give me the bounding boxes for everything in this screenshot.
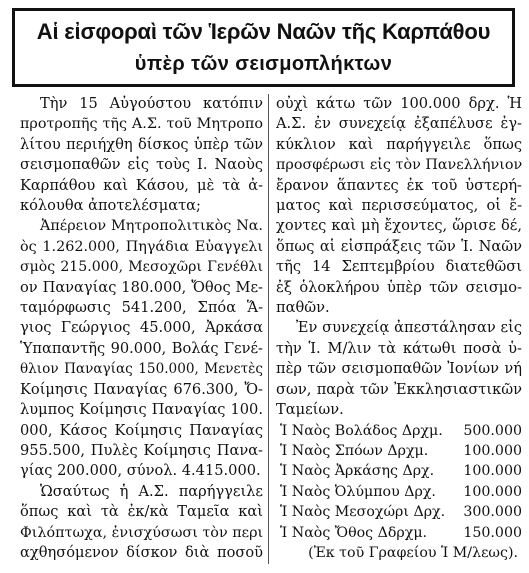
donation-row <box>276 461 522 481</box>
donation-row <box>276 523 522 543</box>
text-line: Ὑπαπαντῆς 90.000, Βολάς Γενέ- <box>20 339 263 357</box>
text-line: Ἀπέρειον Μητροπολιτικὸς Να. <box>40 218 263 235</box>
text-line: ἐξ ὁλοκλήρου ὑπὲρ τῶν σεισμο- <box>276 278 522 296</box>
text-line: Κοίμησις Παναγίας 676.300, Ὄ- <box>20 380 263 398</box>
source-footer: (Ἐκ τοῦ Γραφείου Ἱ Μ/λεως). <box>308 544 518 561</box>
donation-row <box>276 441 522 461</box>
donation-amount: 100.000 <box>463 483 522 500</box>
text-line: ὸς 1.262.000, Πηγάδια Εὐαγγελι <box>20 238 263 255</box>
text-line: χοντες καὶ μὴ ἔχοντες, ὥρισε δέ, <box>276 217 522 235</box>
text-line: προτροπῆς τῆς Α.Σ. τοῦ Μητροπο <box>20 116 263 133</box>
text-line: θλιον Παναγίας 150.000, Μενετὲς <box>20 361 263 378</box>
donation-name: Ἱ Ναὸς Ὀλύμπου Δρχ. <box>280 483 436 500</box>
text-line: σεισμοπαθῶν εἰς τοὺς Ι. Ναοὺς <box>20 156 263 174</box>
donation-name: Ἱ Ναὸς Βολάδος Δρχμ. <box>280 422 443 439</box>
headline-line-2: ὑπὲρ τῶν σεισμοπλήκτων <box>134 53 393 75</box>
text-line: αχθησόμενον δίσκον διὰ ποσοῦ <box>20 543 263 561</box>
text-line: λυμπος Κοίμησις Παναγίας 100. <box>20 401 263 419</box>
text-line: πὲρ τῶν σεισμοπαθῶν Ἰονίων νή <box>276 360 522 378</box>
headline-line-1: Αἱ εἰσφοραὶ τῶν Ἱερῶν Ναῶν τῆς Καρπάθου <box>36 19 491 44</box>
headline-box <box>12 8 515 87</box>
donation-name: Ἱ Ναὸς Ὄθος Δδρχμ. <box>280 524 428 541</box>
text-line: κύκλιον καὶ παρήγγειλε ὅπως <box>276 135 522 153</box>
text-line: 000, Κάσος Κοίμησις Παναγίας <box>20 421 263 439</box>
text-line: Ἐν συνεχείᾳ ἀπεστάλησαν εἰς <box>296 319 522 337</box>
text-line: Φιλόπτωχα, ἐνισχύσωσι τὸν περι <box>20 524 263 541</box>
text-line: ὅπως καὶ τὰ ἐκ/κὰ Ταμεῖα καὶ <box>20 503 263 521</box>
text-line: Ὡσαύτως ἡ Α.Σ. παρήγγειλε <box>40 482 263 500</box>
text-line: τὴν Ἱ. Μ/λιν τὰ κάτωθι ποσὰ ὑ- <box>276 339 522 357</box>
column-divider <box>268 94 269 564</box>
right-column <box>276 94 522 563</box>
donation-row <box>276 502 522 522</box>
text-line: παθῶν. <box>276 299 330 317</box>
text-line: ὅπως αἱ εἰσπράξεις τῶν Ἱ. Ναῶν <box>276 237 522 255</box>
text-line: προσφέρωσι εἰς τὸν Πανελλήνιον <box>276 157 522 174</box>
text-line: σμὸς 215.000, Μεσοχῶρι Γενέθλι <box>20 259 263 276</box>
donation-name: Ἱ Ναὸς Μεσοχώρι Δρχ. <box>280 504 446 521</box>
text-line: γίας 200.000, σύνολ. 4.415.000. <box>20 462 261 480</box>
text-line: Ταμείων. <box>276 401 344 419</box>
donation-amount: 100.000 <box>463 442 522 459</box>
left-column <box>20 94 263 563</box>
donation-name: Ἱ Ναὸς Ἀρκάσης Δρχ. <box>280 463 435 480</box>
donation-amount: 150.000 <box>463 524 522 541</box>
text-line: γιος Γεώργιος 45.000, Ἀρκάσα <box>20 319 263 337</box>
text-line: κόλουθα ἀποτελέσματα; <box>20 197 201 215</box>
text-line: Τὴν 15 Αὐγούστου κατόπιν <box>40 95 263 112</box>
text-line: Καρπάθου καὶ Κάσου, μὲ τὰ ἀ- <box>20 176 263 194</box>
text-line: ταμόρφωσις 541.200, Σπόα Ἅ- <box>20 299 263 317</box>
text-line: ον Παναγίας 180.000, Ὄθος Με- <box>20 278 263 296</box>
text-line: ἔρανον ἅπαντες ἐκ τοῦ ὑστερή- <box>276 176 522 194</box>
donation-amount: 300.000 <box>463 504 522 521</box>
donation-row <box>276 421 522 441</box>
donation-amount: 100.000 <box>463 463 522 480</box>
text-line: σων, παρὰ τῶν Ἐκκλησιαστικῶν <box>276 380 522 398</box>
donation-name: Ἱ Ναὸς Σπόων Δρχμ. <box>280 442 429 459</box>
text-line: 955.500, Πυλὲς Κοίμησις Πανα- <box>20 441 263 459</box>
text-line: Α.Σ. ἐν συνεχείᾳ ἐξαπέλυσε ἐγ- <box>276 115 522 133</box>
donation-amount: 500.000 <box>463 422 522 439</box>
text-line: τῆς 14 Σεπτεμβρίου διατεθῶσι <box>276 258 522 276</box>
donation-row <box>276 482 522 502</box>
text-line: οὐχὶ κάτω τῶν 100.000 δρχ. Ἡ <box>276 95 522 112</box>
text-line: λίτου περιήχθη δίσκος ὑπὲρ τῶν <box>20 135 263 153</box>
text-line: ματος καὶ περισσεύματος, οἱ ἔ- <box>276 197 522 215</box>
